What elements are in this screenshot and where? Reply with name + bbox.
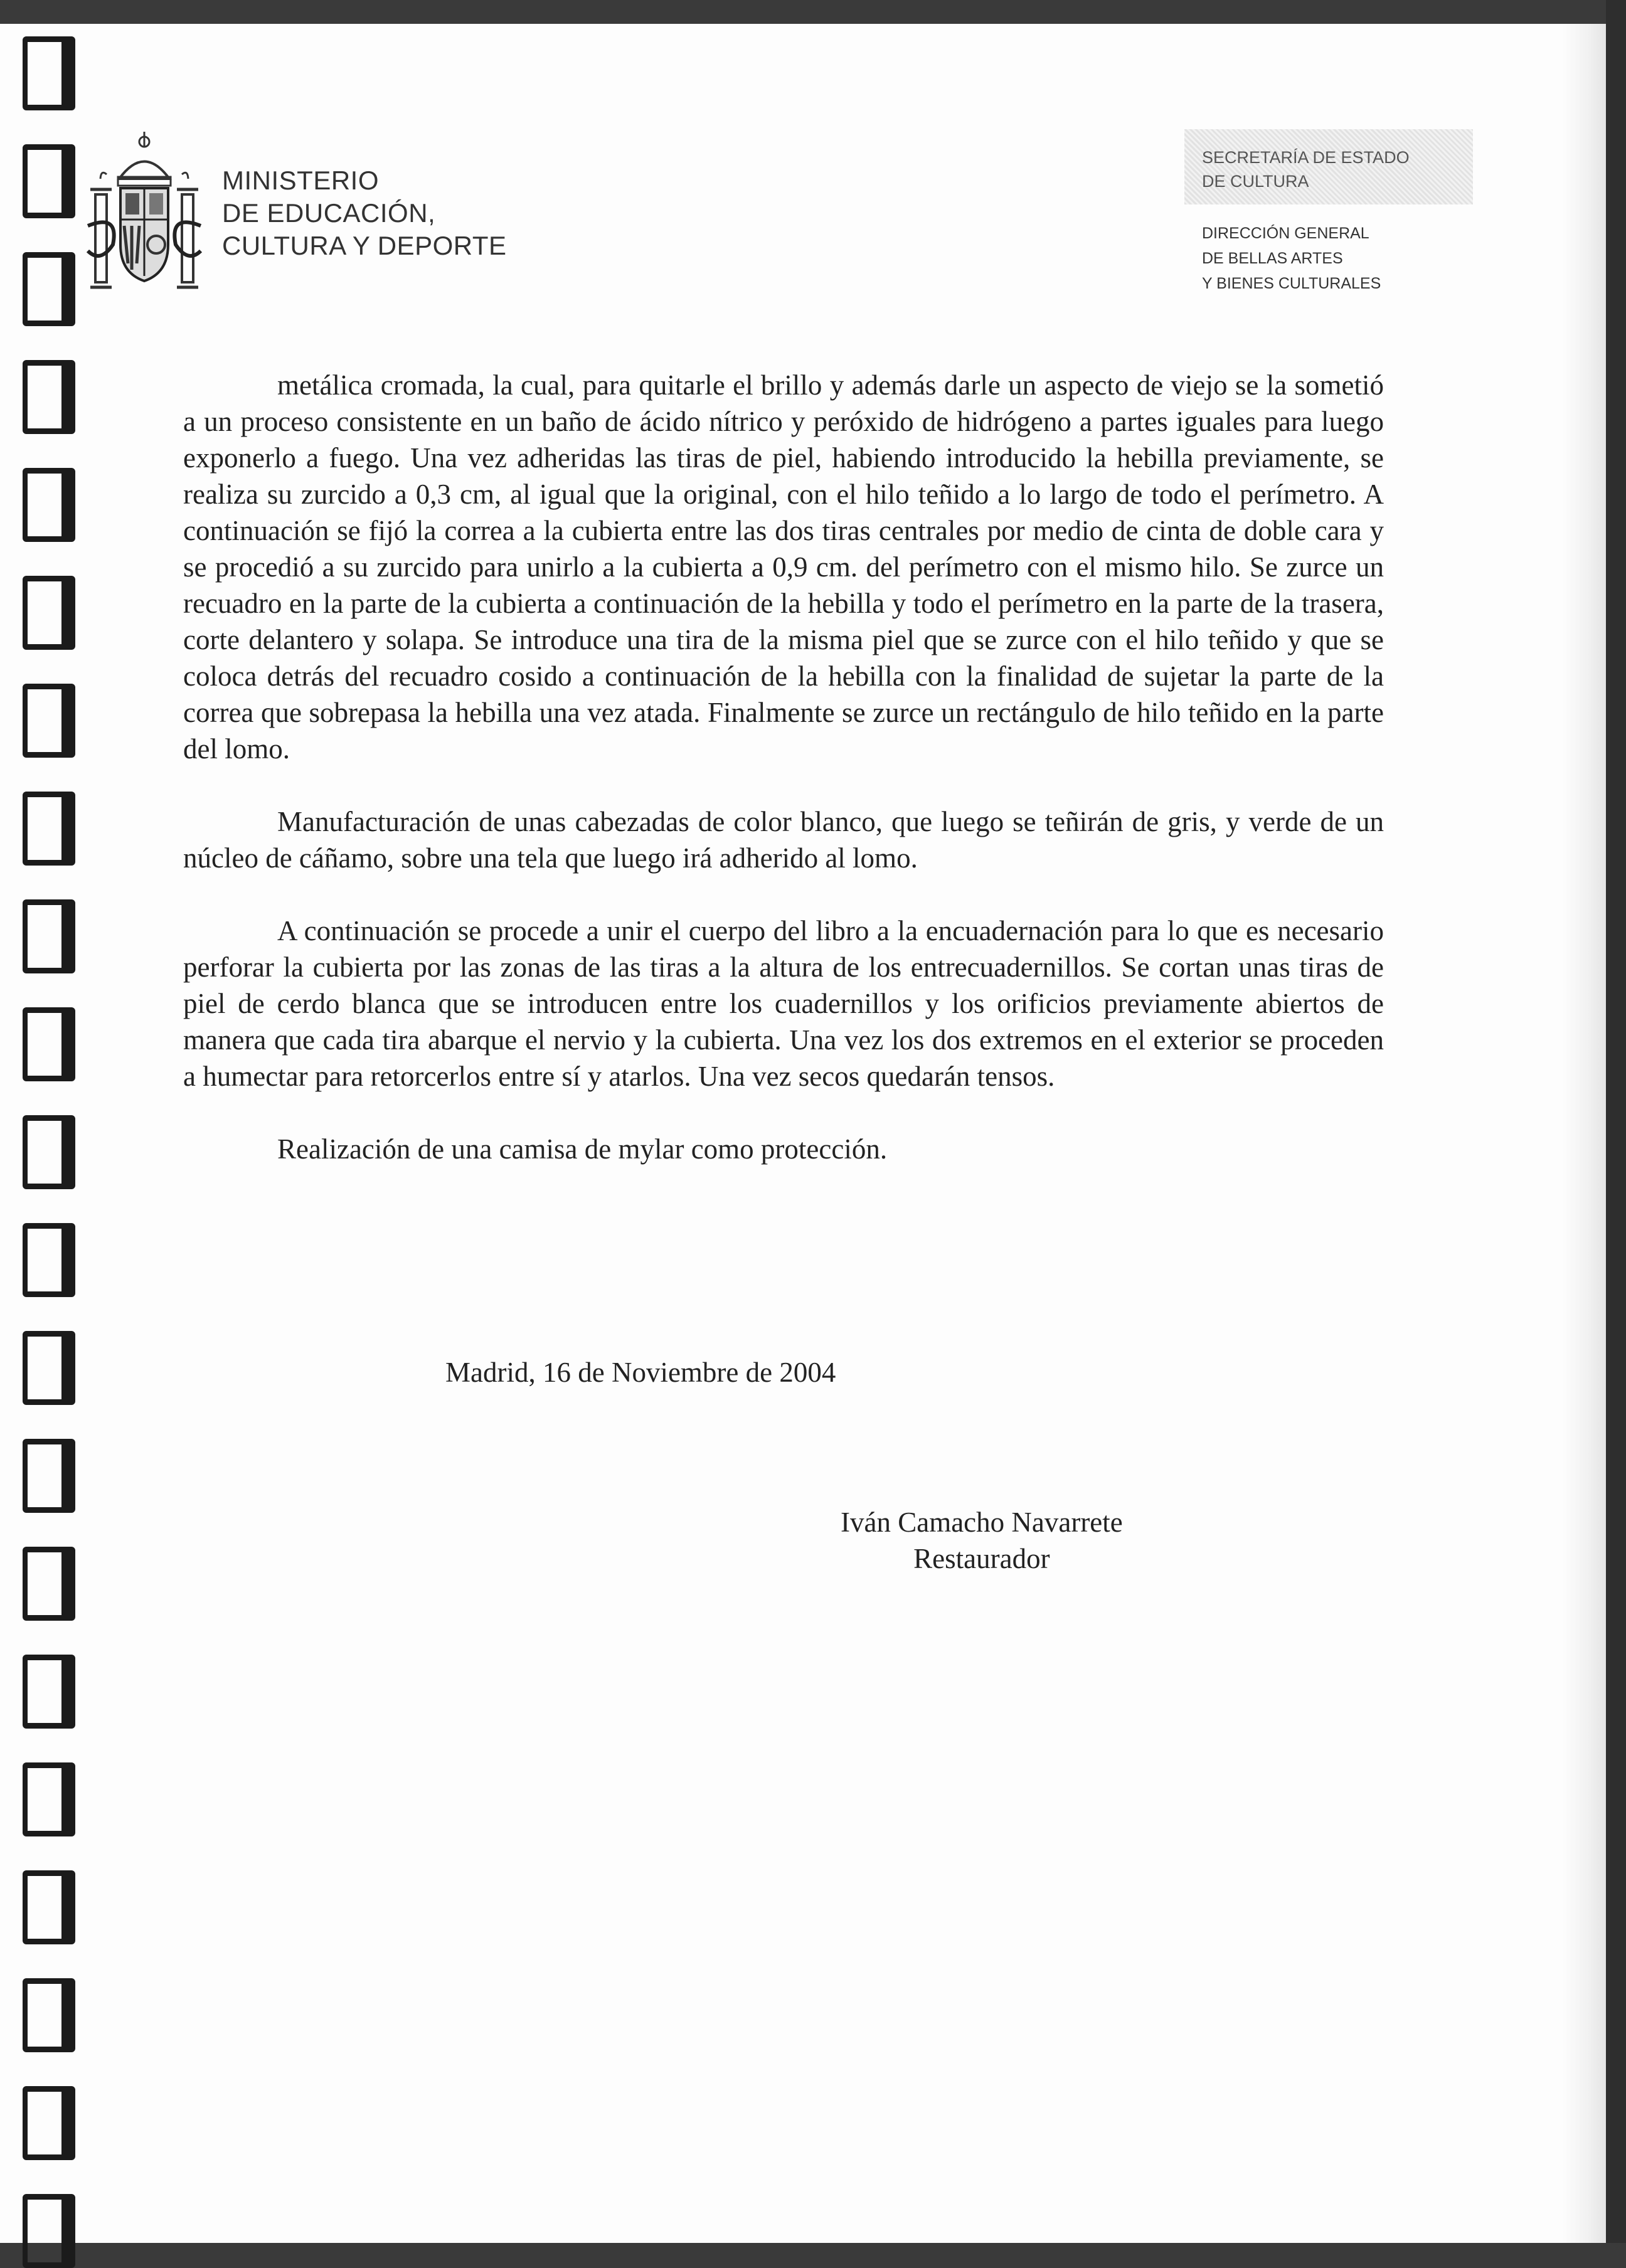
signature-block — [841, 1504, 1123, 1577]
binding-ring — [23, 1439, 75, 1513]
signer-name: Iván Camacho Navarrete — [841, 1507, 1123, 1538]
ministry-line: MINISTERIO — [222, 166, 380, 195]
ministry-line: DE EDUCACIÓN, — [222, 198, 436, 228]
binding-ring — [23, 1331, 75, 1405]
direccion-line: DE BELLAS ARTES — [1202, 250, 1343, 267]
binding-ring — [23, 360, 75, 434]
binding-ring — [23, 1978, 75, 2052]
direccion-line: Y BIENES CULTURALES — [1202, 275, 1381, 292]
binding-ring — [23, 1115, 75, 1189]
document-body — [183, 367, 1384, 1204]
spiral-binding — [0, 24, 94, 2243]
binding-ring — [23, 2194, 75, 2268]
binding-ring — [23, 144, 75, 218]
binding-ring — [23, 1547, 75, 1621]
page-edge-shadow — [1562, 24, 1606, 2243]
ministry-name — [222, 164, 507, 262]
signer-role: Restaurador — [913, 1543, 1050, 1574]
closing-date: Madrid, 16 de Noviembre de 2004 — [445, 1357, 836, 1388]
spanish-coat-of-arms-icon — [82, 119, 207, 307]
binding-ring — [23, 252, 75, 326]
binding-ring — [23, 899, 75, 973]
binding-ring — [23, 468, 75, 542]
binding-ring — [23, 1870, 75, 1944]
secretaria-line: SECRETARÍA DE ESTADO — [1202, 148, 1410, 167]
body-paragraph: metálica cromada, la cual, para quitarle el brillo y además darle un aspecto de viejo se la sometió a un proceso consistente en un baño de ácido nítrico y peróxido de hidrógeno a partes iguales para luego exponerlo a fuego. Una vez adheridas las tiras de piel, habiendo introducido la hebilla previamente, se realiza su zurcido a 0,3 cm, al igual que la original, con el hilo teñido a lo largo de todo el perímetro. A continuación se fijó la correa a la cubierta entre las dos tiras centrales por medio de cinta de doble cara y se procedió a su zurcido para unirlo a la cubierta a 0,9 cm. del perímetro con el mismo hilo. Se zurce un recuadro en la parte de la cubierta a continuación de la hebilla y todo el perímetro en la parte de la trasera, corte delantero y solapa. Se introduce una tira de la misma piel que se zurce con el hilo teñido y que se coloca detrás del recuadro cosido a continuación de la hebilla con la finalidad de sujetar la parte de la correa que sobrepasa la hebilla una vez atada. Finalmente se zurce un rectángulo de hilo teñido en la parte del lomo. — [183, 369, 1384, 765]
secretaria-de-estado — [1202, 146, 1410, 193]
binding-ring — [23, 576, 75, 650]
binding-ring — [23, 1762, 75, 1836]
direccion-line: DIRECCIÓN GENERAL — [1202, 225, 1369, 242]
direccion-general — [1202, 221, 1381, 296]
body-paragraph: Manufacturación de unas cabezadas de color blanco, que luego se teñirán de gris, y verde de un núcleo de cáñamo, sobre una tela que luego irá adherido al lomo. — [183, 806, 1384, 874]
body-paragraph: Realización de una camisa de mylar como protección. — [277, 1133, 888, 1165]
binding-ring — [23, 1655, 75, 1729]
binding-ring — [23, 1007, 75, 1081]
binding-ring — [23, 1223, 75, 1297]
binding-ring — [23, 792, 75, 866]
secretaria-line: DE CULTURA — [1202, 172, 1309, 191]
scan-background-edge — [1606, 0, 1626, 2243]
binding-ring — [23, 684, 75, 758]
binding-ring — [23, 36, 75, 110]
body-paragraph: A continuación se procede a unir el cuerpo del libro a la encuadernación para lo que es necesario perforar la cubierta por las zonas de las tiras a la altura de los entrecuadernillos. Se cortan unas tiras de piel de cerdo blanca que se introducen entre los cuadernillos y los orificios previamente abiertos de manera que cada tira abarque el nervio y la cubierta. Una vez los dos extremos en el exterior se proceden a humectar para retorcerlos entre sí y atarlos. Una vez secos quedarán tensos. — [183, 915, 1384, 1092]
binding-ring — [23, 2086, 75, 2160]
ministry-line: CULTURA Y DEPORTE — [222, 231, 507, 260]
